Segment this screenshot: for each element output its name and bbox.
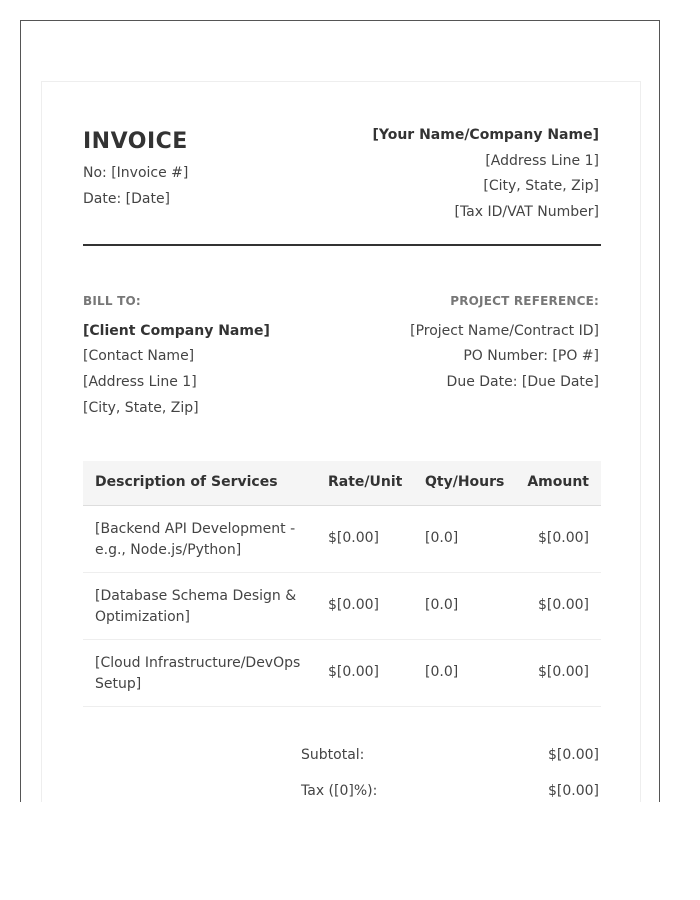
header-qty: Qty/Hours: [425, 474, 505, 490]
row-rate: $[0.00]: [328, 597, 380, 613]
row-rate: $[0.00]: [328, 664, 380, 680]
table-row: [83, 640, 601, 707]
client-address-line-1: [Address Line 1]: [83, 374, 197, 390]
table-header: [83, 461, 601, 506]
bill-to-label: BILL TO:: [83, 294, 141, 308]
table-row: [83, 573, 601, 640]
client-company-name: [Client Company Name]: [83, 323, 270, 339]
project-name: [Project Name/Contract ID]: [410, 323, 599, 339]
row-rate: $[0.00]: [328, 530, 380, 546]
header-divider: [83, 244, 601, 246]
sender-tax-id: [Tax ID/VAT Number]: [454, 204, 599, 220]
row-qty: [0.0]: [425, 530, 459, 546]
invoice-date: Date: [Date]: [83, 191, 171, 207]
subtotal-label: Subtotal:: [301, 747, 365, 763]
row-description: [Backend API Development - e.g., Node.js/Python]: [95, 521, 296, 558]
tax-value: $[0.00]: [547, 783, 599, 799]
row-description: [Database Schema Design & Optimization]: [95, 588, 297, 625]
sender-city-state-zip: [City, State, Zip]: [483, 178, 599, 194]
row-qty: [0.0]: [425, 664, 459, 680]
row-amount: $[0.00]: [537, 530, 589, 546]
row-qty: [0.0]: [425, 597, 459, 613]
sender-address-line-1: [Address Line 1]: [485, 153, 599, 169]
client-contact-name: [Contact Name]: [83, 348, 195, 364]
table-row: [83, 506, 601, 573]
project-reference-label: PROJECT REFERENCE:: [450, 294, 599, 308]
invoice-number: No: [Invoice #]: [83, 165, 189, 181]
document-frame: [20, 20, 660, 802]
subtotal-value: $[0.00]: [547, 747, 599, 763]
row-amount: $[0.00]: [537, 664, 589, 680]
tax-label: Tax ([0]%):: [301, 783, 378, 799]
due-date: Due Date: [Due Date]: [446, 374, 599, 390]
row-description: [Cloud Infrastructure/DevOps Setup]: [95, 655, 301, 692]
invoice-title: INVOICE: [83, 129, 188, 154]
header-rate: Rate/Unit: [328, 474, 403, 490]
sender-company-name: [Your Name/Company Name]: [372, 127, 599, 143]
po-number: PO Number: [PO #]: [463, 348, 599, 364]
services-table: [83, 461, 601, 707]
header-amount: Amount: [527, 474, 589, 490]
client-city-state-zip: [City, State, Zip]: [83, 400, 199, 416]
header-description: Description of Services: [95, 474, 278, 490]
row-amount: $[0.00]: [537, 597, 589, 613]
